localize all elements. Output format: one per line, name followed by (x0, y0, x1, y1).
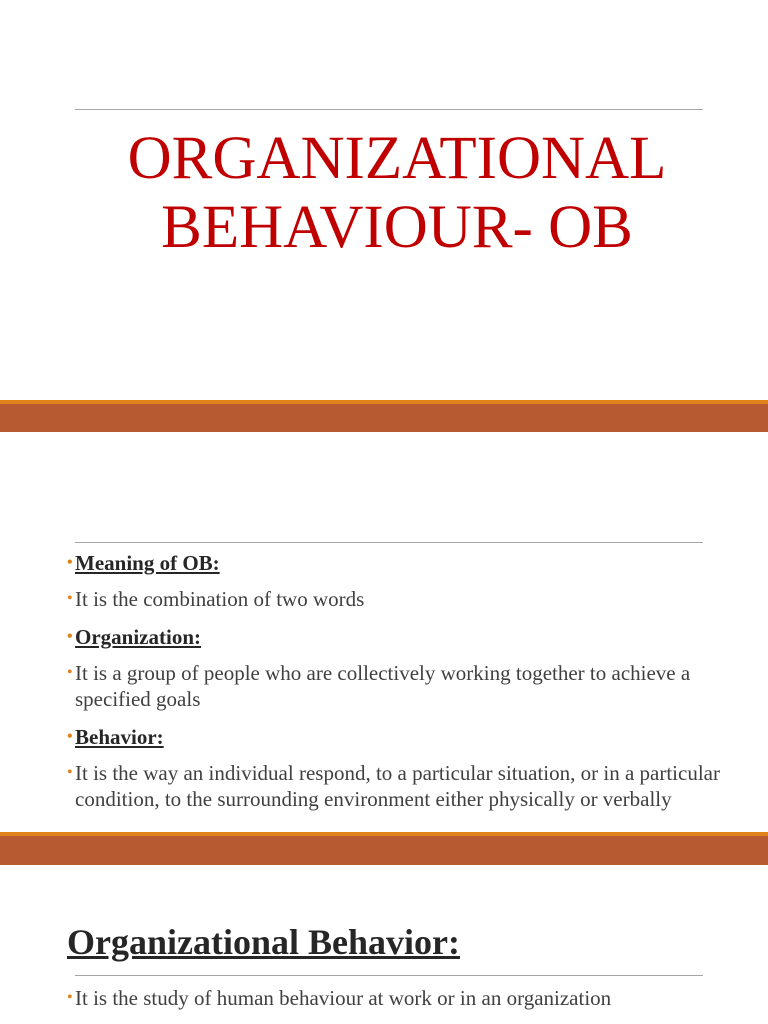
list-item-heading: • Organization: (67, 625, 201, 649)
list-item: • It is the study of human behaviour at work or in an organization (67, 986, 612, 1010)
list-item: • It is the way an individual respond, to a particular situation, or in a particular condition, to the surrounding environment either physically or verbally (67, 761, 720, 811)
slide-rule (75, 542, 703, 543)
bullet-icon: • (67, 590, 73, 607)
bullet-icon: • (67, 764, 73, 781)
title-rule (75, 109, 703, 110)
list-item: • It is the combination of two words (67, 587, 365, 611)
bullet-icon: • (67, 728, 73, 745)
slide-title-text: ORGANIZATIONAL BEHAVIOUR- OB (127, 125, 667, 261)
section-title: Organizational Behavior: (67, 922, 460, 962)
slide-separator (0, 400, 768, 432)
bullet-icon: • (67, 989, 73, 1006)
bullet-icon: • (67, 628, 73, 645)
bullet-icon: • (67, 664, 73, 681)
slide-separator (0, 832, 768, 865)
bullet-icon: • (67, 554, 73, 571)
list-item-heading: • Behavior: (67, 725, 164, 749)
slide-organizational-behavior (0, 865, 768, 1024)
definition-list (67, 985, 747, 1011)
meaning-list (67, 550, 727, 824)
list-item-heading: • Meaning of OB: (67, 551, 220, 575)
list-item: • It is a group of people who are collectively working together to achieve a specified goals (67, 661, 691, 711)
slide-title (0, 0, 768, 400)
slide-rule (75, 975, 703, 976)
